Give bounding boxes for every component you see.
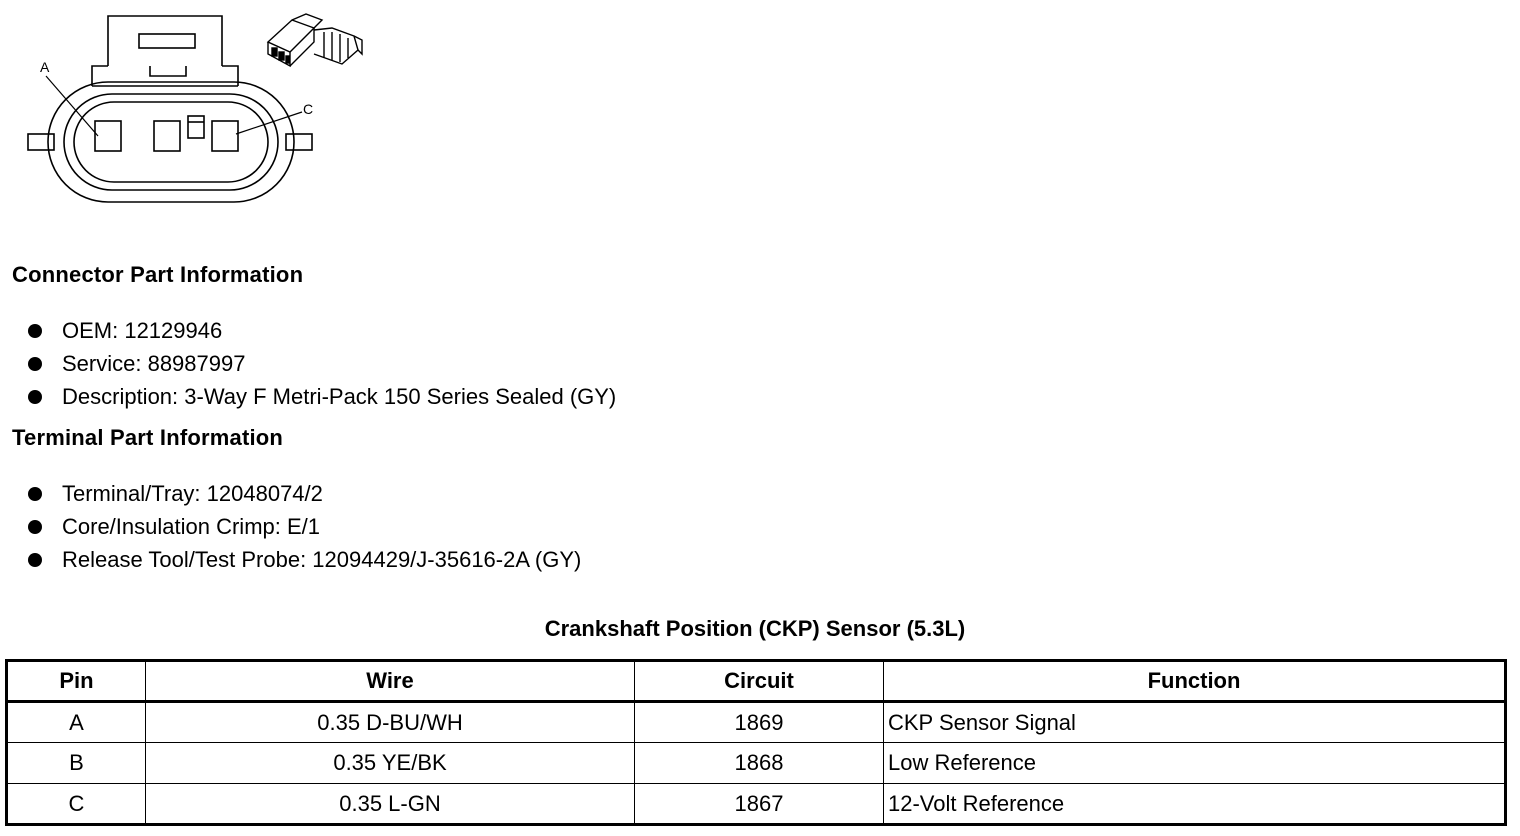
connector-part-info-heading: Connector Part Information: [12, 262, 304, 287]
bullet-icon: [28, 357, 42, 371]
list-item: OEM: 12129946: [28, 317, 616, 350]
list-item: Release Tool/Test Probe: 12094429/J-35616-2A (GY): [28, 546, 581, 579]
bullet-icon: [28, 390, 42, 404]
list-item: Core/Insulation Crimp: E/1: [28, 513, 581, 546]
table-row: [7, 702, 1506, 743]
connector-isometric-icon: [262, 10, 366, 72]
table-header-row: [7, 661, 1506, 702]
cell-wire: 0.35 L-GN: [146, 784, 635, 825]
cell-wire: 0.35 YE/BK: [146, 743, 635, 784]
cell-function: Low Reference: [884, 743, 1506, 784]
bullet-icon: [28, 487, 42, 501]
cell-circuit: 1867: [635, 784, 884, 825]
cell-pin: A: [7, 702, 146, 743]
cell-circuit: 1868: [635, 743, 884, 784]
header-pin: Pin: [7, 661, 146, 702]
header-function: Function: [884, 661, 1506, 702]
table-row: [7, 784, 1506, 825]
header-circuit: Circuit: [635, 661, 884, 702]
bullet-icon: [28, 520, 42, 534]
pin-table: [5, 659, 1507, 826]
cell-wire: 0.35 D-BU/WH: [146, 702, 635, 743]
cell-function: 12-Volt Reference: [884, 784, 1506, 825]
header-wire: Wire: [146, 661, 635, 702]
cell-pin: C: [7, 784, 146, 825]
list-item: Service: 88987997: [28, 350, 616, 383]
pin-table-title: Crankshaft Position (CKP) Sensor (5.3L): [544, 616, 966, 641]
cell-function: CKP Sensor Signal: [884, 702, 1506, 743]
cell-pin: B: [7, 743, 146, 784]
table-row: [7, 743, 1506, 784]
list-item: Terminal/Tray: 12048074/2: [28, 480, 581, 513]
pin-label-a: A: [40, 59, 50, 75]
connector-part-info-list: [28, 317, 616, 416]
terminal-part-info-heading: Terminal Part Information: [12, 425, 284, 450]
terminal-part-info-list: [28, 480, 581, 579]
bullet-icon: [28, 324, 42, 338]
pin-label-c: C: [303, 101, 314, 117]
bullet-icon: [28, 553, 42, 567]
cell-circuit: 1869: [635, 702, 884, 743]
list-item: Description: 3-Way F Metri-Pack 150 Series Sealed (GY): [28, 383, 616, 416]
